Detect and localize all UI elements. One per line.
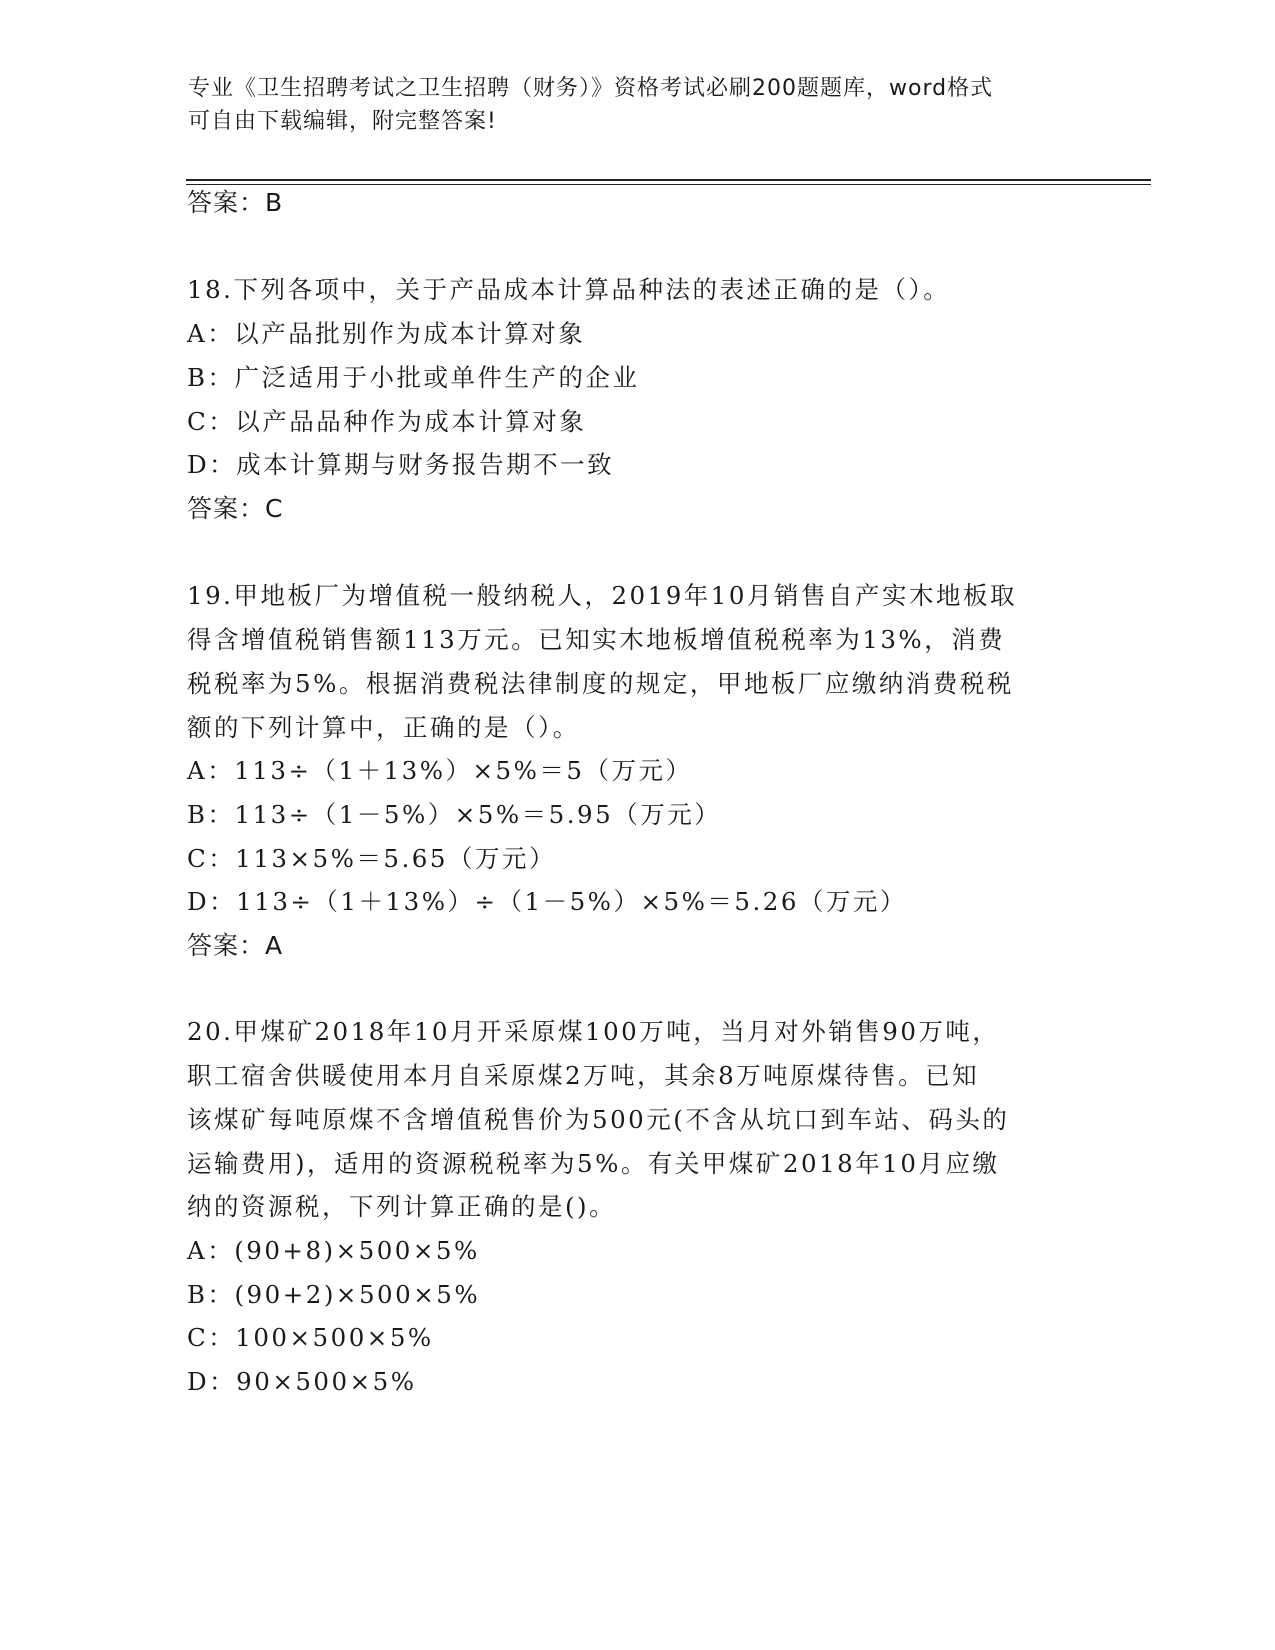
question-20-option-b: B：(90+2)×500×5% [187,1280,481,1309]
question-18-stem: 18.下列各项中，关于产品成本计算品种法的表述正确的是（）。 [187,275,951,304]
question-18-option-d: D：成本计算期与财务报告期不一致 [187,450,615,479]
header-line-2: 可自由下载编辑，附完整答案! [188,109,497,134]
question-20-option-d: D：90×500×5% [187,1367,417,1396]
question-20-stem-line-4: 运输费用)，适用的资源税税率为5%。有关甲煤矿2018年10月应缴 [187,1149,1000,1178]
question-20-option-a: A：(90+8)×500×5% [187,1236,480,1265]
question-19-stem-line-3: 税税率为5%。根据消费税法律制度的规定，甲地板厂应缴纳消费税税 [187,669,1014,698]
question-20-stem-line-5: 纳的资源税，下列计算正确的是()。 [187,1192,617,1221]
answer-q18: 答案：C [187,494,284,523]
question-18-option-c: C：以产品品种作为成本计算对象 [187,407,587,436]
answer-q17: 答案：B [187,188,284,217]
question-18-option-b: B：广泛适用于小批或单件生产的企业 [187,363,640,392]
question-20-stem-line-3: 该煤矿每吨原煤不含增值税售价为500元(不含从坑口到车站、码头的 [187,1105,1010,1134]
question-19-option-b: B：113÷（1－5%）×5%＝5.95（万元） [187,800,722,829]
question-19-stem-line-1: 19.甲地板厂为增值税一般纳税人，2019年10月销售自产实木地板取 [187,581,1017,610]
question-20-stem-line-1: 20.甲煤矿2018年10月开采原煤100万吨，当月对外销售90万吨， [187,1017,1000,1046]
question-20-option-c: C：100×500×5% [187,1323,434,1352]
answer-q19: 答案：A [187,931,284,960]
question-19-stem-line-4: 额的下列计算中，正确的是（）。 [187,713,580,742]
question-19-option-d: D：113÷（1＋13%）÷（1－5%）×5%＝5.26（万元） [187,887,907,916]
header-divider [186,179,1151,185]
question-19-option-c: C：113×5%＝5.65（万元） [187,844,556,873]
document-header [188,72,1068,138]
question-19-stem-line-2: 得含增值税销售额113万元。已知实木地板增值税税率为13%，消费 [187,625,1006,654]
header-line-1: 专业《卫生招聘考试之卫生招聘（财务）》资格考试必刷200题题库，word格式 [188,76,994,101]
question-18-option-a: A：以产品批别作为成本计算对象 [187,319,586,348]
question-19-option-a: A：113÷（1＋13%）×5%＝5（万元） [187,756,693,785]
question-20-stem-line-2: 职工宿舍供暖使用本月自采原煤2万吨，其余8万吨原煤待售。已知 [187,1061,980,1090]
